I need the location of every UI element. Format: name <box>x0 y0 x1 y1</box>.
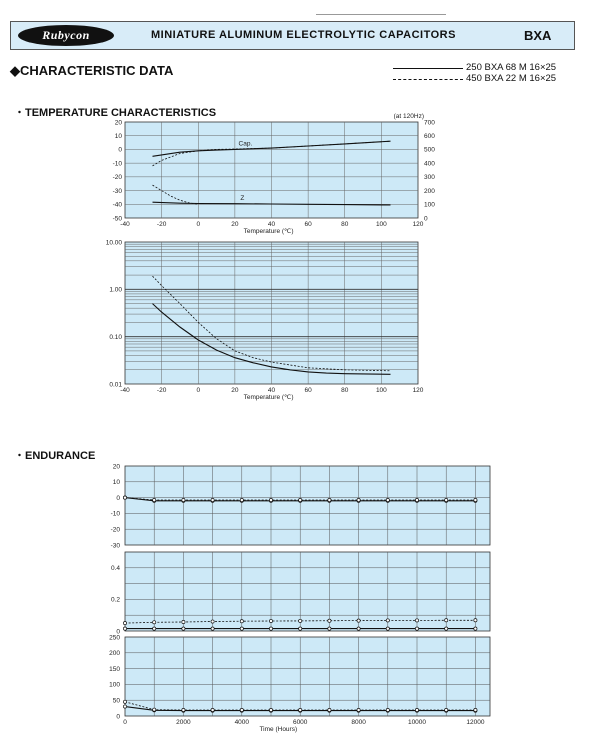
temp-z-log-chart-x-tick-label: 20 <box>231 387 239 394</box>
endurance-tan-delta-chart-series-0-point <box>328 627 331 630</box>
temp-z-log-chart-x-tick-label: -20 <box>156 387 167 394</box>
endurance-leakage-chart-x-tick-label: 10000 <box>407 719 427 726</box>
endurance-tan-delta-chart-series-1-point <box>240 620 243 623</box>
section-characteristic-data: ◆CHARACTERISTIC DATA <box>10 63 174 78</box>
temp-cap-chart-y2-tick-label: 200 <box>424 187 435 195</box>
endurance-cap-change-chart-plot-area <box>125 466 490 545</box>
endurance-leakage-chart-x-tick-label: 4000 <box>234 719 250 726</box>
rubycon-logo: Rubycon <box>18 25 114 46</box>
endurance-leakage-chart-y-tick-label: 150 <box>109 665 120 673</box>
temp-cap-chart-y2-tick-label: 300 <box>424 174 435 182</box>
temp-z-log-chart-y-tick-label: 0.01 <box>109 381 122 389</box>
temp-z-log-chart-x-tick-label: 80 <box>341 387 349 394</box>
endurance-cap-change-chart-series-1-point <box>299 498 302 501</box>
legend-dashed-label: 450 BXA 22 M 16×25 <box>466 73 557 84</box>
temp-cap-chart-x-tick-label: -40 <box>120 221 130 228</box>
temp-z-log-chart-x-tick-label: -40 <box>120 387 130 394</box>
temp-cap-chart-x-tick-label: 20 <box>231 221 239 228</box>
endurance-leakage-chart-plot-area <box>125 637 490 716</box>
endurance-cap-change-chart-series-1-point <box>386 498 389 501</box>
endurance-tan-delta-chart-series-1-point <box>182 620 185 623</box>
temp-cap-chart-x-axis-label: Temperature (℃) <box>243 228 294 235</box>
temp-cap-chart-x-tick-label: 120 <box>412 221 424 228</box>
endurance-cap-change-chart-series-1-point <box>328 498 331 501</box>
endurance-leakage-chart-series-1-point <box>445 708 448 711</box>
temp-cap-chart-x-tick-label: 80 <box>341 221 349 228</box>
endurance-tan-delta-chart-series-1-point <box>123 622 126 625</box>
temp-cap-chart-y-tick-label: 10 <box>114 133 122 141</box>
endurance-cap-change-chart-y-tick-label: 0 <box>116 494 120 502</box>
endurance-tan-delta-chart-series-1-point <box>211 620 214 623</box>
endurance-tan-delta-chart-series-0-point <box>269 627 272 630</box>
endurance-tan-delta-chart-series-0-point <box>299 627 302 630</box>
endurance-leakage-chart-series-1-point <box>357 708 360 711</box>
temp-z-log-chart-x-tick-label: 120 <box>412 387 424 394</box>
endurance-cap-change-chart-series-1-point <box>153 498 156 501</box>
endurance-leakage-chart-x-tick-label: 12000 <box>466 719 485 726</box>
endurance-leakage-chart-y-tick-label: 200 <box>109 650 120 658</box>
temp-cap-chart-y2-tick-label: 600 <box>424 133 435 141</box>
endurance-tan-delta-chart-series-0-point <box>182 627 185 630</box>
endurance-leakage-chart-series-1-point <box>269 708 272 711</box>
temp-z-log-chart-y-tick-label: 10.00 <box>105 239 122 247</box>
endurance-leakage-chart-series-1-point <box>240 708 243 711</box>
temp-cap-chart-y-tick-label: -30 <box>112 187 122 195</box>
temp-cap-chart-x-tick-label: 100 <box>375 221 387 228</box>
temp-cap-chart-y-tick-label: -10 <box>112 160 122 168</box>
endurance-tan-delta-chart-series-0-point <box>123 627 126 630</box>
temp-cap-chart-y2-tick-label: 0 <box>424 215 428 223</box>
temp-cap-chart-y-tick-label: -20 <box>112 174 122 182</box>
temp-cap-chart-annotation: Cap. <box>238 140 253 148</box>
endurance-cap-change-chart-series-1-point <box>474 498 477 501</box>
endurance-tan-delta-chart-series-1-point <box>445 619 448 622</box>
endurance-tan-delta-chart-series-1-point <box>328 619 331 622</box>
endurance-tan-delta-chart-y-tick-label: 0.4 <box>110 565 120 573</box>
endurance-cap-change-chart-series-1-point <box>123 496 126 499</box>
endurance-leakage-chart-x-tick-label: 2000 <box>176 719 191 726</box>
endurance-tan-delta-chart-series-1-point <box>357 619 360 622</box>
endurance-leakage-chart-series-1-point <box>328 708 331 711</box>
temp-cap-chart-annotation: Z <box>240 195 245 203</box>
endurance-leakage-chart-y-tick-label: 50 <box>112 697 120 705</box>
endurance-leakage-chart-x-tick-label: 8000 <box>351 719 366 726</box>
endurance-tan-delta-chart-series-0-point <box>357 627 360 630</box>
endurance-leakage-chart-series-1-point <box>123 700 126 703</box>
series-code: BXA <box>524 28 552 43</box>
temp-z-log-chart-y-tick-label: 1.00 <box>109 286 122 294</box>
endurance-cap-change-chart-series-1-point <box>445 498 448 501</box>
endurance-leakage-chart-x-tick-label: 6000 <box>292 719 308 726</box>
temp-cap-chart-x-tick-label: 0 <box>196 221 201 228</box>
endurance-leakage-chart-series-1-point <box>211 708 214 711</box>
temp-z-log-chart-y-tick-label: 0.10 <box>109 333 122 341</box>
temp-z-log-chart-x-tick-label: 100 <box>375 387 387 394</box>
endurance-tan-delta-chart-series-0-point <box>240 627 243 630</box>
endurance-leakage-chart-x-tick-label: 0 <box>123 719 127 726</box>
temp-cap-chart-y2-tick-label: 700 <box>424 119 435 127</box>
endurance-tan-delta-chart-series-1-point <box>269 619 272 622</box>
temp-cap-chart-y2-tick-label: 400 <box>424 160 435 168</box>
temp-z-log-chart-x-tick-label: 60 <box>304 387 312 394</box>
section-temperature-characteristics: ・TEMPERATURE CHARACTERISTICS <box>14 107 217 119</box>
endurance-tan-delta-chart-series-0-point <box>474 627 477 630</box>
endurance-leakage-chart-x-axis-label: Time (Hours) <box>259 726 298 733</box>
temp-z-log-chart-x-axis-label: Temperature (℃) <box>243 394 294 401</box>
endurance-tan-delta-chart-series-0-point <box>153 627 156 630</box>
endurance-tan-delta-chart-series-0-point <box>211 627 214 630</box>
temp-z-log-chart-x-tick-label: 40 <box>267 387 276 394</box>
endurance-leakage-chart-y-tick-label: 250 <box>109 634 120 642</box>
section-endurance: ・ENDURANCE <box>14 450 96 462</box>
legend-solid-label: 250 BXA 68 M 16×25 <box>466 62 557 73</box>
temp-cap-chart-y-tick-label: 0 <box>118 146 122 154</box>
endurance-cap-change-chart-series-1-point <box>415 498 418 501</box>
document-title: MINIATURE ALUMINUM ELECTROLYTIC CAPACITORS <box>151 29 456 41</box>
endurance-leakage-chart-series-1-point <box>386 708 389 711</box>
endurance-cap-change-chart-y-tick-label: 10 <box>112 479 120 487</box>
endurance-cap-change-chart-y-tick-label: -10 <box>110 510 120 518</box>
endurance-tan-delta-chart-series-0-point <box>415 627 418 630</box>
temp-cap-chart-x-tick-label: 60 <box>304 221 312 228</box>
temp-cap-chart-note: (at 120Hz) <box>393 113 424 120</box>
endurance-leakage-chart-series-1-point <box>153 708 156 711</box>
endurance-leakage-chart-series-0-point <box>123 705 126 708</box>
endurance-tan-delta-chart-series-1-point <box>299 619 302 622</box>
temp-cap-chart-x-tick-label: 40 <box>267 221 276 228</box>
endurance-cap-change-chart-series-1-point <box>182 498 185 501</box>
endurance-tan-delta-chart-series-1-point <box>474 619 477 622</box>
temp-cap-chart-x-tick-label: -20 <box>156 221 167 228</box>
endurance-cap-change-chart-y-tick-label: 20 <box>112 463 120 471</box>
endurance-cap-change-chart-series-1-point <box>211 498 214 501</box>
endurance-cap-change-chart-series-1-point <box>269 498 272 501</box>
endurance-tan-delta-chart-series-1-point <box>153 621 156 624</box>
endurance-leakage-chart-y-tick-label: 0 <box>116 713 120 721</box>
endurance-leakage-chart-series-1-point <box>182 708 185 711</box>
endurance-leakage-chart-series-1-point <box>415 708 418 711</box>
endurance-tan-delta-chart-plot-area <box>125 552 490 631</box>
endurance-tan-delta-chart-y-tick-label: 0 <box>116 628 120 636</box>
endurance-tan-delta-chart-series-1-point <box>415 619 418 622</box>
endurance-leakage-chart-series-1-point <box>299 708 302 711</box>
temp-z-log-chart-x-tick-label: 0 <box>196 387 201 394</box>
endurance-cap-change-chart-series-1-point <box>357 498 360 501</box>
endurance-cap-change-chart-y-tick-label: -20 <box>110 526 120 534</box>
endurance-leakage-chart-series-1-point <box>474 708 477 711</box>
endurance-tan-delta-chart-series-0-point <box>386 627 389 630</box>
endurance-leakage-chart-y-tick-label: 100 <box>109 681 120 689</box>
temp-cap-chart-y-tick-label: 20 <box>114 119 122 127</box>
temp-cap-chart-y-tick-label: -50 <box>112 215 122 223</box>
temp-cap-chart-y-tick-label: -40 <box>112 201 122 209</box>
temp-cap-chart-y2-tick-label: 100 <box>424 201 435 209</box>
temp-cap-chart-y2-tick-label: 500 <box>424 146 435 154</box>
endurance-tan-delta-chart-y-tick-label: 0.2 <box>110 596 120 604</box>
endurance-tan-delta-chart-series-0-point <box>445 627 448 630</box>
endurance-tan-delta-chart-series-1-point <box>386 619 389 622</box>
endurance-cap-change-chart-y-tick-label: -30 <box>110 542 120 550</box>
endurance-cap-change-chart-series-1-point <box>240 498 243 501</box>
